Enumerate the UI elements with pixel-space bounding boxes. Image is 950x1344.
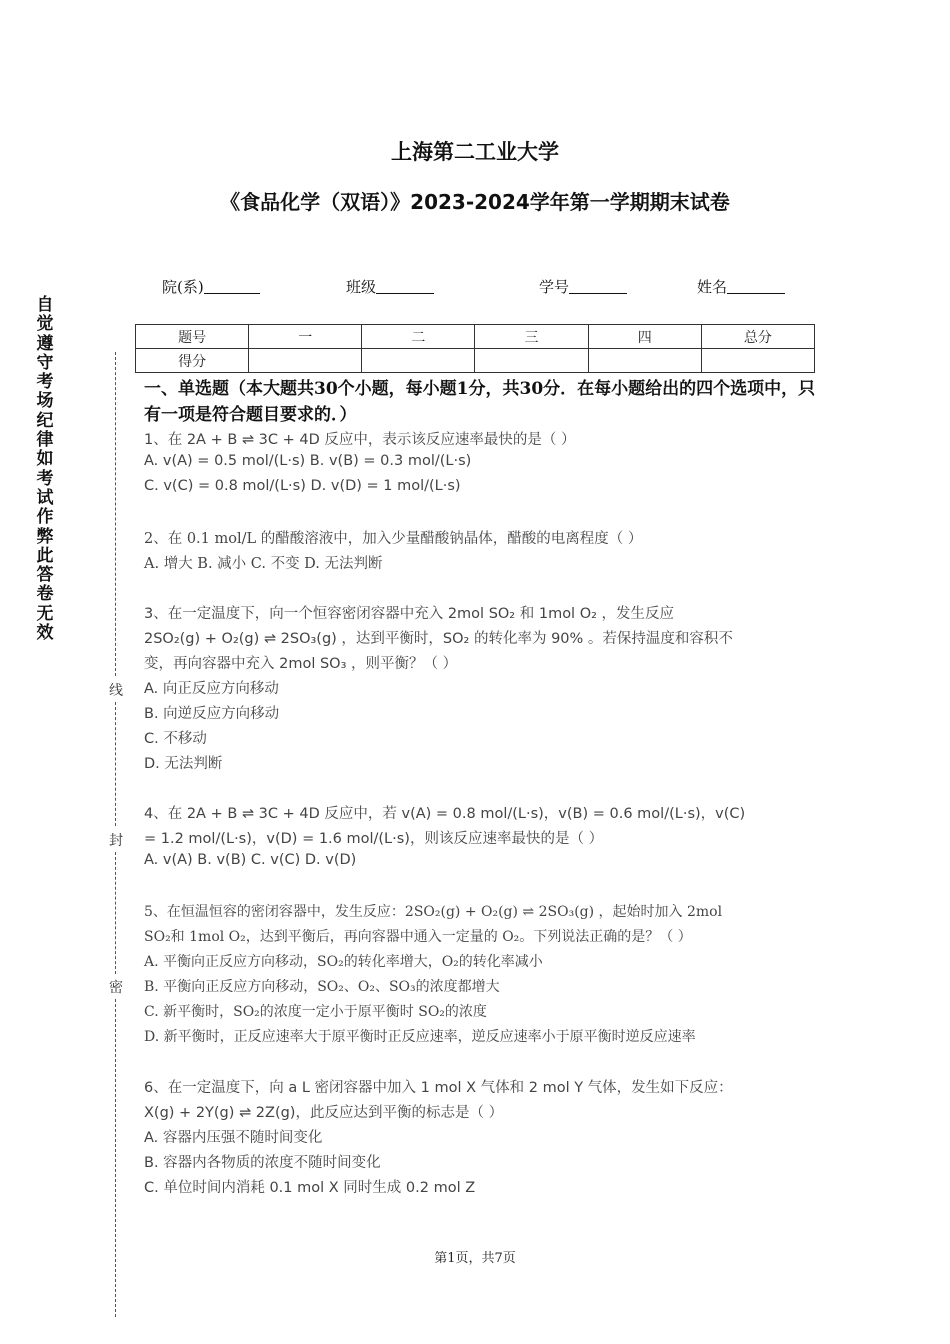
q5-stem-line2: SO₂和 1mol O₂，达到平衡后，再向容器中通入一定量的 O₂。下列说法正确的是？（ ） [144,929,692,945]
score-cell [475,349,588,373]
name-label: 姓名 [697,278,728,296]
class-field [346,276,434,297]
secret-mark: 密 [109,980,123,996]
exam-discipline-notice: 自觉遵守考场纪律如考试作弊此答卷无效 [36,295,54,644]
q6-stem-line1: 6、在一定温度下，向 a L 密闭容器中加入 1 mol X 气体和 2 mol Y 气体，发生如下反应： [144,1080,733,1096]
q3-stem-line1: 3、在一定温度下，向一个恒容密闭容器中充入 2mol SO₂ 和 1mol O₂ ，发生反应 [144,606,675,622]
q6-option-a: A. 容器内压强不随时间变化 [144,1130,323,1146]
q4-options: A. v(A) B. v(B) C. v(C) D. v(D) [144,852,357,868]
binding-dashed-line [115,352,116,676]
score-row-label: 得分 [136,349,249,373]
score-table-score-row [136,349,815,373]
binding-dashed-line [115,852,116,974]
q3-option-c: C. 不移动 [144,731,207,747]
name-field [697,276,785,297]
q4-stem-line1: 4、在 2A + B ⇌ 3C + 4D 反应中，若 v(A) = 0.8 mol/(L·s)，v(B) = 0.6 mol/(L·s)，v(C) [144,806,746,822]
q1-options-cd: C. v(C) = 0.8 mol/(L·s) D. v(D) = 1 mol/(L·s) [144,478,461,494]
q4-stem-line2: = 1.2 mol/(L·s)，v(D) = 1.6 mol/(L·s)，则该反应速率最快的是（ ） [144,831,604,847]
q3-option-d: D. 无法判断 [144,756,223,772]
university-title: 上海第二工业大学 [391,140,559,164]
student-id-field [539,276,627,297]
header-cell: 二 [362,325,475,349]
header-cell: 总分 [701,325,814,349]
q3-stem-line3: 变，再向容器中充入 2mol SO₃ ，则平衡？（ ） [144,656,458,672]
q5-option-b: B. 平衡向正反应方向移动，SO₂、O₂、SO₃的浓度都增大 [144,979,500,995]
name-blank [727,279,785,294]
header-cell: 一 [249,325,362,349]
page-footer: 第1页，共7页 [434,1251,516,1266]
header-cell: 题号 [136,325,249,349]
q2-stem: 2、在 0.1 mol/L 的醋酸溶液中，加入少量醋酸钠晶体，醋酸的电离程度（ ） [144,531,643,547]
q2-options: A. 增大 B. 减小 C. 不变 D. 无法判断 [144,556,383,572]
q6-option-c: C. 单位时间内消耗 0.1 mol X 同时生成 0.2 mol Z [144,1180,476,1196]
header-cell: 三 [475,325,588,349]
q5-option-d: D. 新平衡时，正反应速率大于原平衡时正反应速率，逆反应速率小于原平衡时逆反应速率 [144,1029,696,1045]
department-label: 院(系) [162,278,204,296]
q5-option-a: A. 平衡向正反应方向移动，SO₂的转化率增大，O₂的转化率减小 [144,954,543,970]
q6-stem-line2: X(g) + 2Y(g) ⇌ 2Z(g)，此反应达到平衡的标志是（ ） [144,1105,504,1121]
header-cell: 四 [588,325,701,349]
score-cell [588,349,701,373]
q1-stem: 1、在 2A + B ⇌ 3C + 4D 反应中，表示该反应速率最快的是（ ） [144,432,576,448]
q3-option-a: A. 向正反应方向移动 [144,681,279,697]
student-id-label: 学号 [539,278,570,296]
department-field [162,276,260,297]
q5-stem-line1: 5、在恒温恒容的密闭容器中，发生反应：2SO₂(g) + O₂(g) ⇌ 2SO₃(g) ，起始时加入 2mol [144,904,723,920]
q6-option-b: B. 容器内各物质的浓度不随时间变化 [144,1155,381,1171]
score-cell [701,349,814,373]
q3-stem-line2: 2SO₂(g) + O₂(g) ⇌ 2SO₃(g) ，达到平衡时，SO₂ 的转化率为 90% 。若保持温度和容积不 [144,631,733,647]
q3-option-b: B. 向逆反应方向移动 [144,706,280,722]
q1-options-ab: A. v(A) = 0.5 mol/(L·s) B. v(B) = 0.3 mol/(L·s) [144,453,472,469]
score-table-header-row [136,325,815,349]
seal-mark: 封 [109,833,123,849]
binding-dashed-line [115,999,116,1317]
score-cell [362,349,475,373]
class-blank [376,279,434,294]
line-mark: 线 [109,683,123,699]
class-label: 班级 [346,278,377,296]
score-cell [249,349,362,373]
q5-option-c: C. 新平衡时，SO₂的浓度一定小于原平衡时 SO₂的浓度 [144,1004,487,1020]
section-heading: 一、单选题（本大题共30个小题，每小题1分，共30分．在每小题给出的四个选项中，只有一项是符合题目要求的．） [144,379,816,425]
department-blank [204,279,260,294]
student-id-blank [569,279,627,294]
binding-dashed-line [115,702,116,826]
score-table [135,324,815,373]
exam-title: 《食品化学（双语）》2023-2024学年第一学期期末试卷 [220,190,730,214]
